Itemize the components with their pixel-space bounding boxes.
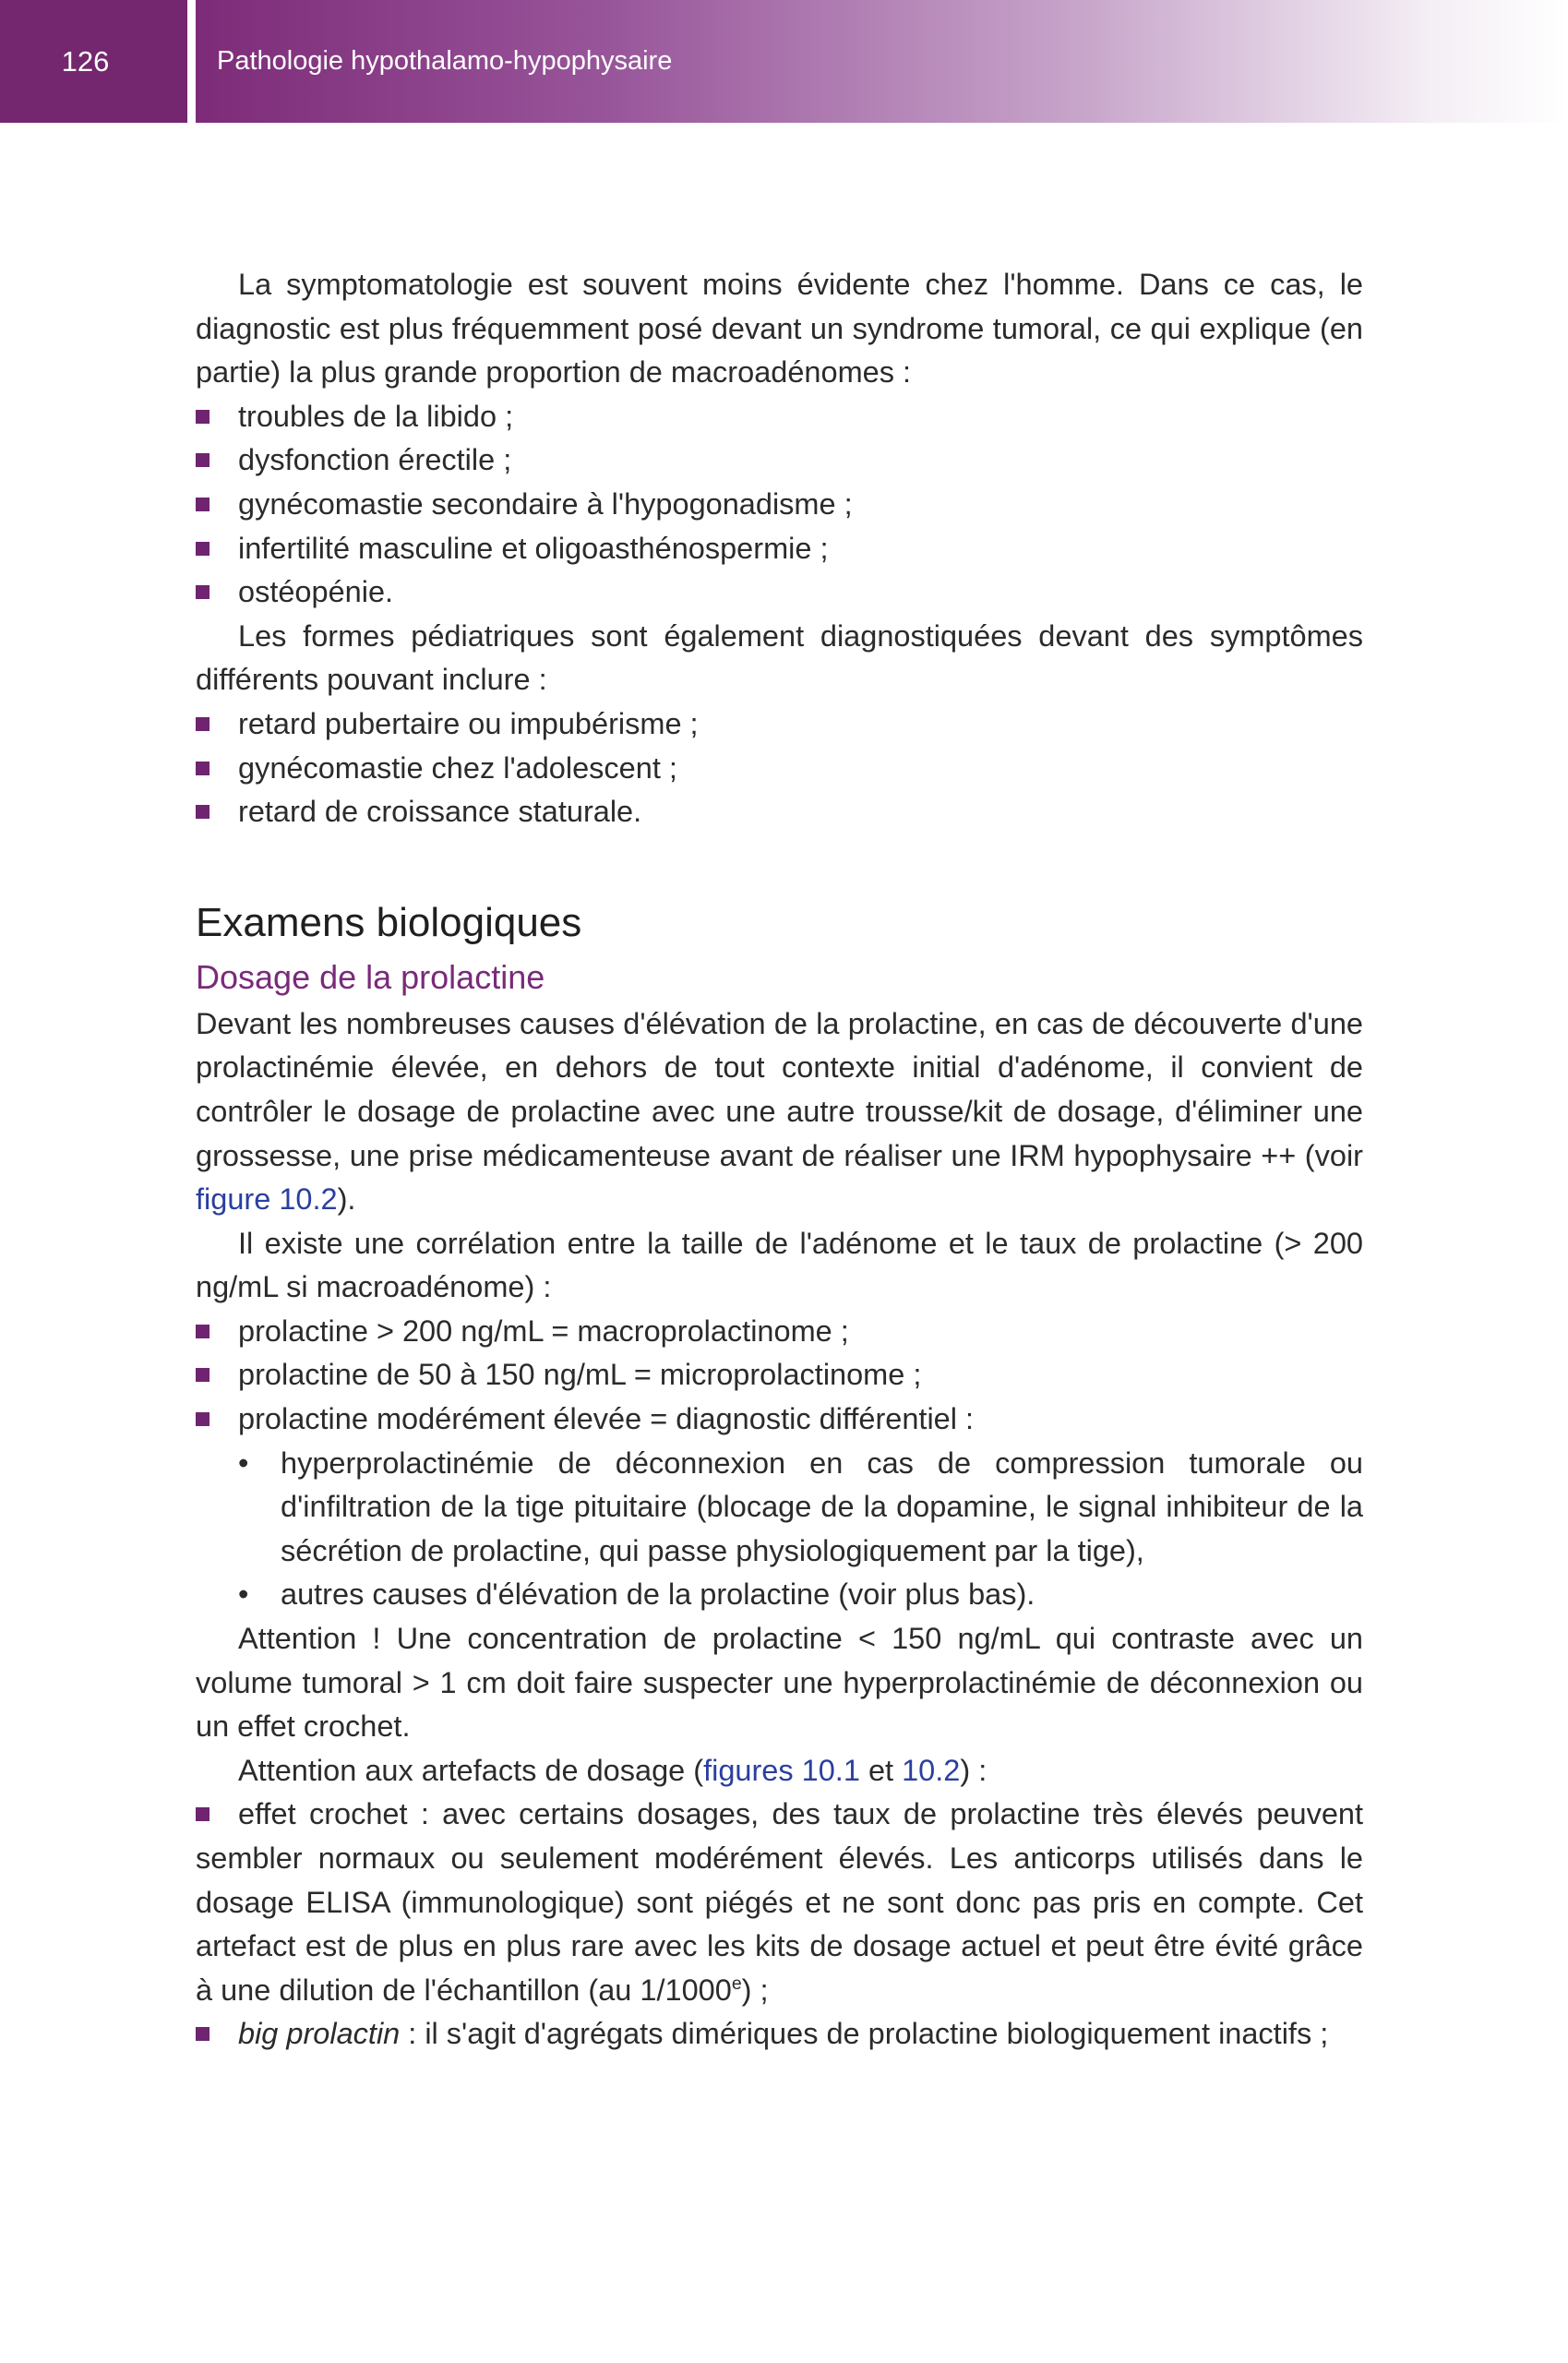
list-item [196, 2012, 1363, 2057]
figure-link-1[interactable]: figures 10.1 [703, 1753, 860, 1787]
square-bullet-icon [196, 1368, 209, 1382]
square-bullet-icon [196, 498, 209, 511]
square-bullet-icon [196, 542, 209, 556]
page-header [0, 0, 1568, 123]
list-item-text: gynécomastie secondaire à l'hypogonadisme ; [238, 486, 853, 521]
pediatric-symptoms-list [196, 702, 1363, 834]
list-item [196, 1573, 1363, 1617]
square-bullet-icon [196, 410, 209, 424]
list-item-text: autres causes d'élévation de la prolactine (voir plus bas). [281, 1577, 1035, 1612]
list-item-text: retard de croissance staturale. [238, 795, 642, 829]
list-item-text: prolactine > 200 ng/mL = macroprolactinome ; [238, 1313, 849, 1348]
list-item-text: hyperprolactinémie de déconnexion en cas de compression tumorale ou d'infiltration de la tige pituitaire (blocage de la dopamine, le signal inhibiteur de la sécrétion de prolactine, qui passe physiologiquement par la tige), [281, 1445, 1363, 1567]
dot-bullet-icon: • [238, 1577, 249, 1612]
artefacts-intro-end: ) : [960, 1753, 987, 1787]
dot-bullet-icon: • [238, 1445, 249, 1480]
artefacts-paragraph [196, 1749, 1363, 1793]
square-bullet-icon [196, 1807, 209, 1821]
artefacts-intro-text: Attention aux artefacts de dosage ( [238, 1753, 704, 1787]
list-item [196, 395, 1363, 439]
list-item [196, 1310, 1363, 1354]
header-separator [187, 0, 196, 123]
page-content [196, 263, 1363, 2057]
list-item [196, 747, 1363, 791]
attention-paragraph: Attention ! Une concentration de prolactine < 150 ng/mL qui contraste avec un volume tumoral > 1 cm doit faire suspecter une hyperprolactinémie de déconnexion ou un effet crochet. [196, 1622, 1363, 1744]
square-bullet-icon [196, 585, 209, 599]
list-item [196, 483, 1363, 527]
header-band [196, 0, 1568, 123]
list-item-text: prolactine de 50 à 150 ng/mL = microprolactinome ; [238, 1358, 922, 1392]
page-number-box [0, 0, 187, 123]
square-bullet-icon [196, 2027, 209, 2041]
list-item-text: ostéopénie. [238, 575, 394, 609]
male-symptoms-list [196, 395, 1363, 615]
intro-paragraph: La symptomatologie est souvent moins évidente chez l'homme. Dans ce cas, le diagnostic est plus fréquemment posé devant un syndrome tumoral, ce qui explique (en partie) la plus grande proportion de macroadénomes : [196, 268, 1363, 390]
list-item [196, 1353, 1363, 1397]
list-item [196, 790, 1363, 834]
square-bullet-icon [196, 717, 209, 731]
square-bullet-icon [196, 1412, 209, 1426]
list-item [196, 527, 1363, 571]
prolactin-paragraph-end: ). [337, 1182, 356, 1217]
big-prolactin-term: big prolactin [238, 2017, 401, 2051]
list-item [196, 1793, 1363, 2012]
differential-list [196, 1442, 1363, 1617]
page-number: 126 [61, 44, 110, 78]
list-item-text: infertilité masculine et oligoasthénospermie ; [238, 531, 829, 565]
running-title: Pathologie hypothalamo-hypophysaire [217, 46, 673, 76]
artefact-hook-end: ) ; [741, 1973, 769, 2007]
big-prolactin-text: : il s'agit d'agrégats dimériques de prolactine biologiquement inactifs ; [400, 2017, 1329, 2051]
list-item-text: prolactine modérément élevée = diagnostic différentiel : [238, 1402, 975, 1436]
list-item [196, 570, 1363, 615]
figure-link[interactable]: figure 10.2 [196, 1182, 338, 1217]
superscript-e: e [731, 1973, 742, 1994]
pediatric-paragraph: Les formes pédiatriques sont également diagnostiquées devant des symptômes différents pouvant inclure : [196, 618, 1363, 697]
square-bullet-icon [196, 762, 209, 775]
section-title: Examens biologiques [196, 899, 582, 945]
square-bullet-icon [196, 453, 209, 467]
list-item-text: retard pubertaire ou impubérisme ; [238, 706, 699, 740]
artefacts-list [196, 1793, 1363, 2057]
prolactin-paragraph [196, 1002, 1363, 1222]
list-item-text: troubles de la libido ; [238, 399, 514, 433]
prolactin-levels-list [196, 1310, 1363, 1442]
list-item-text: gynécomastie chez l'adolescent ; [238, 750, 677, 785]
section-subtitle: Dosage de la prolactine [196, 957, 545, 996]
list-item [196, 438, 1363, 483]
prolactin-paragraph-text: Devant les nombreuses causes d'élévation de la prolactine, en cas de découverte d'une prolactinémie élevée, en dehors de tout contexte initial d'adénome, il convient de contrôler le dosage de prolactine avec une autre trousse/kit de dosage, d'éliminer une grossesse, une prise médicamenteuse avant de réaliser une IRM hypophysaire ++ (voir [196, 1006, 1363, 1172]
list-item [196, 702, 1363, 747]
list-item [196, 1442, 1363, 1574]
list-item [196, 1397, 1363, 1442]
correlation-paragraph: Il existe une corrélation entre la taille de l'adénome et le taux de prolactine (> 200 ng/mL si macroadénome) : [196, 1226, 1363, 1304]
figure-link-2[interactable]: 10.2 [902, 1753, 961, 1787]
artefact-hook-text: effet crochet : avec certains dosages, des taux de prolactine très élevés peuvent sembler normaux ou seulement modérément élevés. Les anticorps utilisés dans le dosage ELISA (immunologique) sont piégés et ne sont donc pas pris en compte. Cet artefact est de plus en plus rare avec les kits de dosage actuel et peut être évité grâce à une dilution de l'échantillon (au 1/1000 [196, 1797, 1363, 2007]
square-bullet-icon [196, 1325, 209, 1338]
square-bullet-icon [196, 805, 209, 819]
artefacts-and-text: et [859, 1753, 903, 1787]
list-item-text: dysfonction érectile ; [238, 443, 512, 477]
